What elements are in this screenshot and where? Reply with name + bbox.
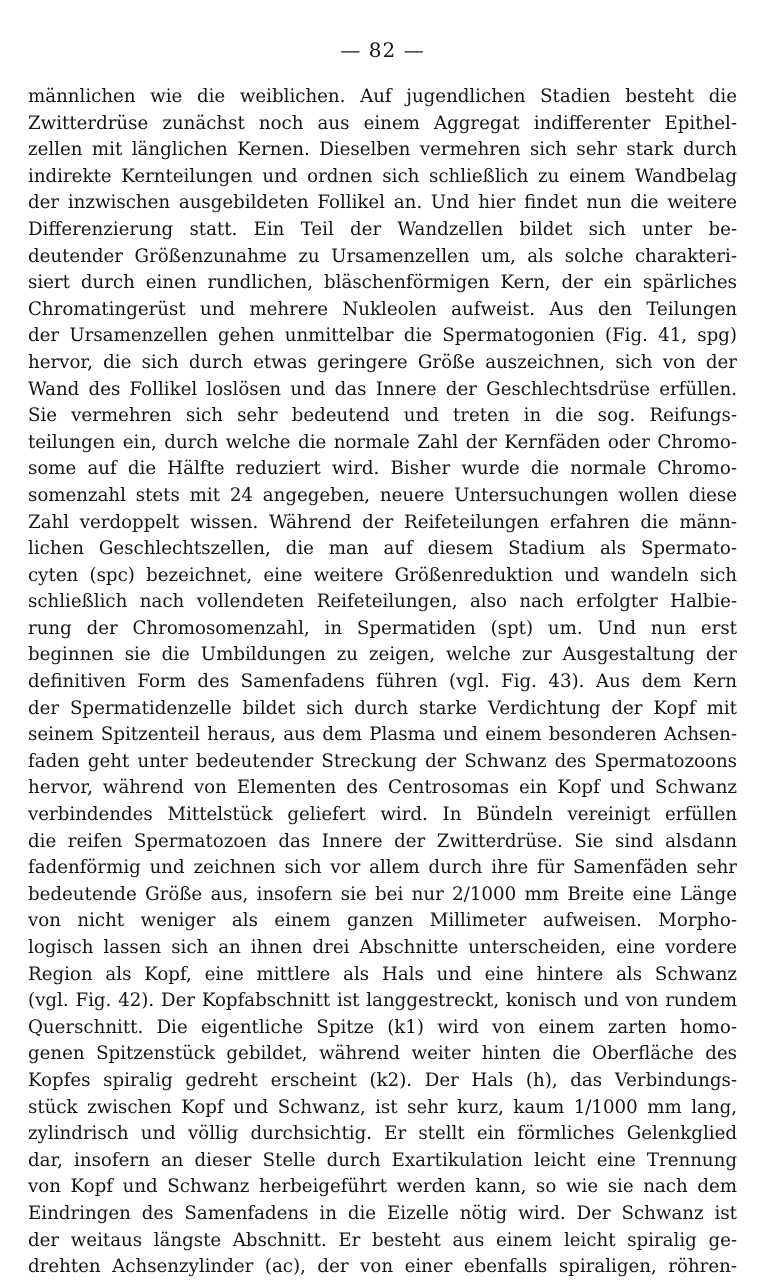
text-line: zylindrisch und völlig durchsichtig. Er stellt ein förmliches Gelenkglied [28, 1123, 737, 1145]
text-line: zellen mit länglichen Kernen. Dieselben vermehren sich sehr stark durch [28, 139, 737, 161]
text-line: teilungen ein, durch welche die normale Zahl der Kernfäden oder Chromo- [28, 431, 737, 453]
text-line: verbindendes Mittelstück geliefert wird. In Bündeln vereinigt erfüllen [28, 804, 737, 826]
text-line: Querschnitt. Die eigentliche Spitze (k1) wird von einem zarten homo- [28, 1016, 737, 1038]
text-line: von Kopf und Schwanz herbeigeführt werden kann, so wie sie nach dem [28, 1176, 737, 1198]
text-line: indirekte Kernteilungen und ordnen sich schließlich zu einem Wandbelag [28, 165, 737, 187]
text-line: Zwitterdrüse zunächst noch aus einem Aggregat indifferenter Epithel- [28, 112, 737, 134]
text-line: Wand des Follikel loslösen und das Innere der Geschlechtsdrüse erfüllen. [28, 378, 737, 400]
text-line: hervor, während von Elementen des Centrosomas ein Kopf und Schwanz [28, 777, 737, 799]
text-line: (vgl. Fig. 42). Der Kopfabschnitt ist langgestreckt, konisch und von rundem [28, 990, 737, 1012]
text-line: lichen Geschlechtszellen, die man auf diesem Stadium als Spermato- [28, 538, 737, 560]
text-line: männlichen wie die weiblichen. Auf jugendlichen Stadien besteht die [28, 86, 737, 107]
text-line: somenzahl stets mit 24 angegeben, neuere Untersuchungen wollen diese [28, 484, 737, 506]
text-line: genen Spitzenstück gebildet, während weiter hinten die Oberfläche des [28, 1043, 737, 1065]
text-line: siert durch einen rundlichen, bläschenförmigen Kern, der ein spärliches [28, 272, 737, 294]
text-line: der Spermatidenzelle bildet sich durch starke Verdichtung der Kopf mit [28, 697, 737, 719]
text-line: stück zwischen Kopf und Schwanz, ist sehr kurz, kaum 1/1000 mm lang, [28, 1096, 737, 1118]
text-line: some auf die Hälfte reduziert wird. Bisher wurde die normale Chromo- [28, 458, 737, 480]
text-line: seinem Spitzenteil heraus, aus dem Plasma und einem besonderen Achsen- [28, 724, 737, 746]
text-line: bedeutende Größe aus, insofern sie bei nur 2/1000 mm Breite eine Länge [28, 883, 737, 905]
text-line: faden geht unter bedeutender Streckung der Schwanz des Spermatozoons [28, 750, 737, 772]
text-line: schließlich nach vollendeten Reifeteilungen, also nach erfolgter Halbie- [28, 591, 737, 613]
text-line: beginnen sie die Umbildungen zu zeigen, welche zur Ausgestaltung der [28, 644, 737, 666]
body-text [28, 84, 737, 1281]
text-line: cyten (spc) bezeichnet, eine weitere Größenreduktion und wandeln sich [28, 564, 737, 586]
text-line: der weitaus längste Abschnitt. Er besteht aus einem leicht spiralig ge- [28, 1229, 737, 1251]
text-line: dar, insofern an dieser Stelle durch Exartikulation leicht eine Trennung [28, 1149, 737, 1171]
text-line: der inzwischen ausgebildeten Follikel an. Und hier findet nun die weitere [28, 192, 737, 214]
text-line: logisch lassen sich an ihnen drei Abschnitte unterscheiden, eine vordere [28, 937, 737, 958]
page-number: — 82 — [340, 38, 425, 62]
text-line: Zahl verdoppelt wissen. Während der Reifeteilungen erfahren die männ- [28, 511, 737, 533]
text-line: drehten Achsenzylinder (ac), der von einer ebenfalls spiraligen, röhren- [28, 1256, 737, 1278]
text-line: Region als Kopf, eine mittlere als Hals und eine hintere als Schwanz [28, 963, 737, 985]
text-line: der Ursamenzellen gehen unmittelbar die Spermatogonien (Fig. 41, spg) [28, 325, 737, 347]
text-line: definitiven Form des Samenfadens führen (vgl. Fig. 43). Aus dem Kern [28, 671, 737, 693]
text-line: Sie vermehren sich sehr bedeutend und treten in die sog. Reifungs- [28, 405, 737, 427]
text-line: Chromatingerüst und mehrere Nukleolen aufweist. Aus den Teilungen [28, 298, 737, 320]
text-line: fadenförmig und zeichnen sich vor allem durch ihre für Samenfäden sehr [28, 857, 737, 879]
text-line: hervor, die sich durch etwas geringere Größe auszeichnen, sich von der [28, 351, 737, 373]
text-line: deutender Größenzunahme zu Ursamenzellen um, als solche charakteri- [28, 245, 737, 267]
text-line: rung der Chromosomenzahl, in Spermatiden (spt) um. Und nun erst [28, 617, 737, 639]
text-line: Kopfes spiralig gedreht erscheint (k2). Der Hals (h), das Verbindungs- [28, 1069, 737, 1091]
text-line: Differenzierung statt. Ein Teil der Wandzellen bildet sich unter be- [28, 218, 737, 240]
text-line: Eindringen des Samenfadens in die Eizelle nötig wird. Der Schwanz ist [28, 1202, 737, 1224]
text-line: die reifen Spermatozoen das Innere der Zwitterdrüse. Sie sind alsdann [28, 830, 737, 852]
text-line: von nicht weniger als einem ganzen Millimeter aufweisen. Morpho- [28, 910, 737, 932]
